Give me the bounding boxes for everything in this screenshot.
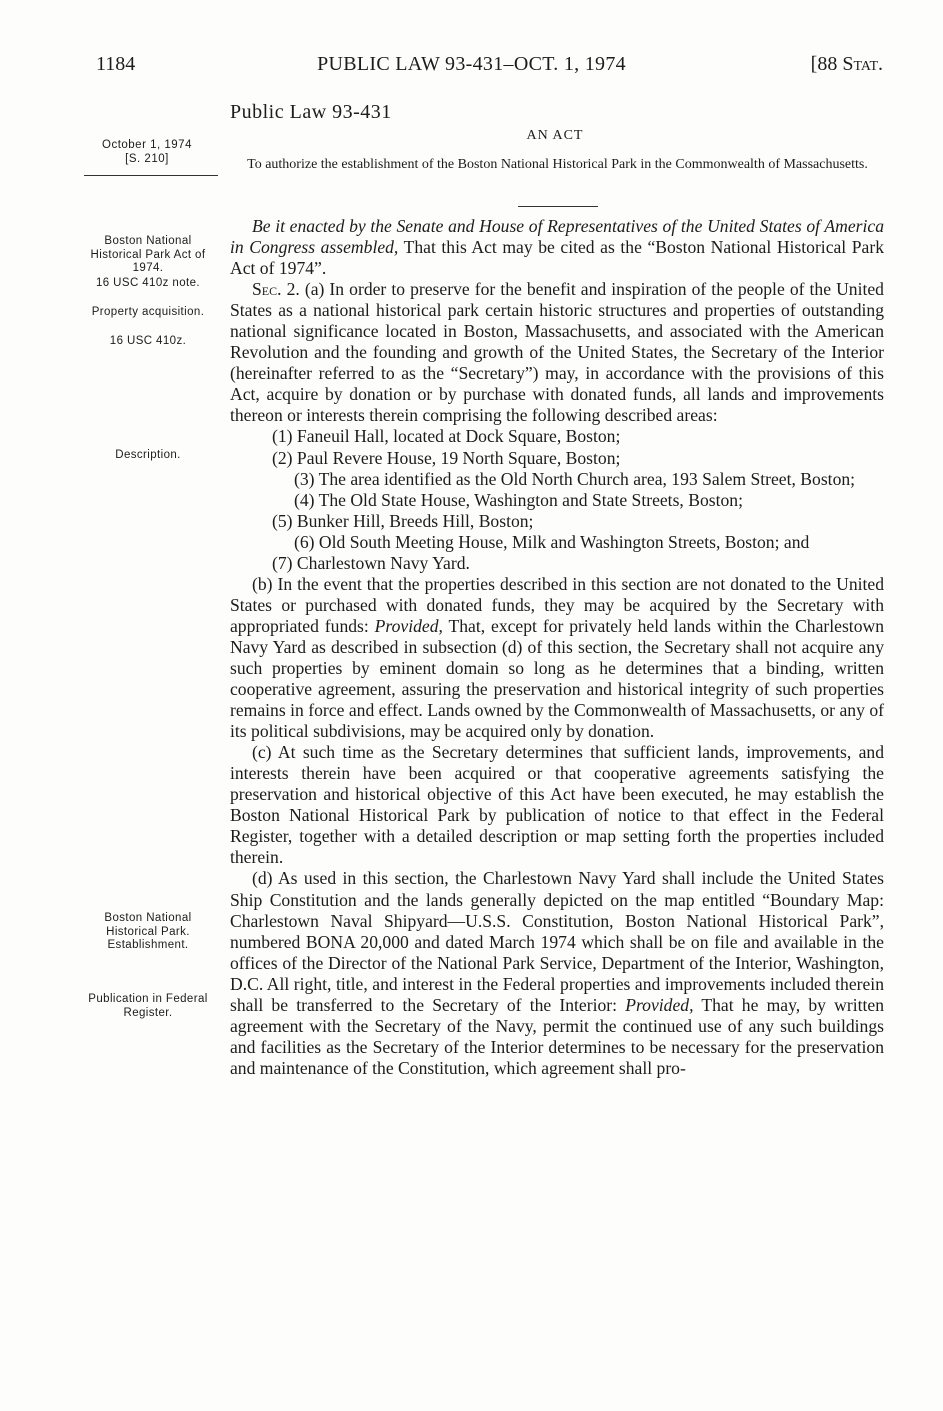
subsection-d [230,868,884,1078]
subsection-b [230,574,884,742]
act-purpose: To authorize the establishment of the Boston National Historical Park in the Commonwealth of Massachusetts. [247,157,868,172]
subsection-d-proviso: That he may, by written agreement with the Secretary of the Navy, permit the continued use of any such buildings and facilities as the Secretary of the Interior determines to be necessary for the preservation and maintenance of the Constitution, which agreement shall pro- [230,994,884,1078]
running-header: PUBLIC LAW 93-431–OCT. 1, 1974 [317,53,626,75]
list-item: (6) Old South Meeting House, Milk and Washington Streets, Boston; and [294,531,810,552]
provided-keyword: Provided, [374,615,443,636]
page-number: 1184 [96,53,136,75]
subsection-d-text: (d) As used in this section, the Charlestown Navy Yard shall include the United States Ship Constitution and the lands generally depicted on the map entitled “Boundary Map: Charlestown Naval Shipyard—U.S.S. Constitution, Boston National Historical Park”, numbered BONA 20,000 and dated March 1974 which shall be on file and available in the offices of the Director of the National Park Service, Department of the Interior, Washington, D.C. All right, title, and interest in the Federal properties and improvements included therein shall be transferred to the Secretary of the Interior: [230,868,884,1015]
list-item: (2) Paul Revere House, 19 North Square, Boston; [272,447,621,468]
list-item: (7) Charlestown Navy Yard. [272,552,470,573]
public-law-title: Public Law 93-431 [230,101,392,123]
an-act-heading: AN ACT [526,128,584,143]
margin-note-federal-register: Publication in Federal Register. [88,993,208,1019]
statute-body [230,216,884,1079]
section-label: Sec. 2. [252,279,300,300]
section-2a-text: (a) In order to preserve for the benefit and inspiration of the people of the United States as a national historical park certain historic structures and properties of outstanding national significance located in Boston, Massachusetts, and associated with the American Revolution and the founding and growth of the United States, the Secretary of the Interior (hereinafter referred to as the “Secretary”) may, in accordance with the provisions of this Act, acquire by donation or by purchase with donated funds, all lands and improvements thereon or interests therein comprising the following described areas: [230,279,884,426]
margin-note-establishment: Boston National Historical Park. Establishment. [104,912,192,951]
list-item: (5) Bunker Hill, Breeds Hill, Boston; [272,510,534,531]
margin-note-usc-note: 16 USC 410z note. [96,277,200,289]
statute-volume: [88 Stat. [810,53,883,75]
title-rule [518,206,598,207]
enacting-formula: Be it enacted by the Senate and House of Representatives of the United States of America in Congress assembled, [230,216,884,258]
margin-note-short-title: Boston National Historical Park Act of 1974. [90,235,206,274]
margin-note-property-acquisition: Property acquisition. [91,306,205,318]
list-item: (1) Faneuil Hall, located at Dock Square, Boston; [272,426,621,447]
short-title-text: That this Act may be cited as the “Boston National Historical Park Act of 1974”. [230,237,885,279]
subsection-c: (c) At such time as the Secretary determines that sufficient lands, improvements, and interests therein have been acquired or that cooperative agreements satisfying the preservation and historical objective of this Act have been executed, he may establish the Boston National Historical Park by publication of notice to that effect in the Federal Register, together with a detailed description or map setting forth the properties included therein. [230,742,884,868]
section-2a [230,279,884,426]
subsection-b-proviso: That, except for privately held lands within the Charlestown Navy Yard as described in subsection (d) of this section, the Secretary shall not acquire any such properties by eminent domain so long as he determines that a binding, written cooperative agreement, assuring the preservation and historical integrity of such properties remains in force and effect. Lands owned by the Commonwealth of Massachusetts, or any of its political subdivisions, may be acquired only by donation. [230,615,884,742]
margin-note-description: Description. [115,449,181,461]
subsection-b-text: (b) In the event that the properties described in this section are not donated to the United States or purchased with donated funds, they may be acquired by the Secretary with appropriated funds: [230,573,884,636]
list-item: (4) The Old State House, Washington and State Streets, Boston; [294,489,743,510]
provided-keyword: Provided, [625,994,694,1015]
date-rule [84,175,218,176]
margin-note-usc: 16 USC 410z. [109,335,187,347]
list-item: (3) The area identified as the Old North Church area, 193 Salem Street, Boston; [294,468,856,489]
enacting-clause [230,216,884,279]
bill-number: [S. 210] [125,153,169,165]
approval-date-block [86,138,208,166]
approval-date: October 1, 1974 [102,139,192,151]
